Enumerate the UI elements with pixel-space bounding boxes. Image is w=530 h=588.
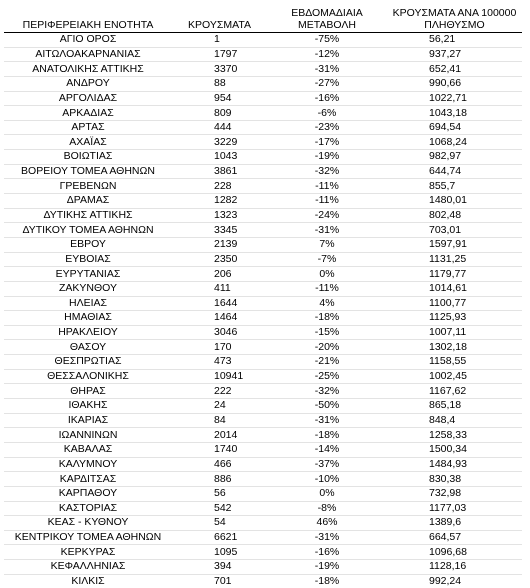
header-per-100k: [387, 2, 522, 33]
weekly-change-cell: -16%: [267, 545, 387, 560]
cases-cell: 3370: [172, 62, 267, 77]
region-cell: ΑΓΙΟ ΟΡΟΣ: [4, 33, 172, 48]
weekly-change-cell: -19%: [267, 560, 387, 575]
per-100k-cell: 1177,03: [387, 501, 522, 516]
table-row: [4, 325, 522, 340]
per-100k-cell: 1131,25: [387, 252, 522, 267]
region-cell: ΚΕΡΚΥΡΑΣ: [4, 545, 172, 560]
region-cell: ΕΥΡΥΤΑΝΙΑΣ: [4, 267, 172, 282]
region-cell: ΑΧΑΪΑΣ: [4, 135, 172, 150]
weekly-change-cell: -18%: [267, 428, 387, 443]
cases-cell: 542: [172, 501, 267, 516]
cases-cell: 228: [172, 179, 267, 194]
weekly-change-cell: -31%: [267, 530, 387, 545]
region-cell: ΔΥΤΙΚΟΥ ΤΟΜΕΑ ΑΘΗΝΩΝ: [4, 223, 172, 238]
region-cell: ΘΕΣΣΑΛΟΝΙΚΗΣ: [4, 369, 172, 384]
weekly-change-cell: -31%: [267, 413, 387, 428]
cases-cell: 1740: [172, 442, 267, 457]
weekly-change-cell: -31%: [267, 223, 387, 238]
table-row: [4, 135, 522, 150]
table-row: [4, 384, 522, 399]
per-100k-cell: 732,98: [387, 486, 522, 501]
region-cell: ΑΝΑΤΟΛΙΚΗΣ ΑΤΤΙΚΗΣ: [4, 62, 172, 77]
cases-cell: 809: [172, 106, 267, 121]
weekly-change-cell: -75%: [267, 33, 387, 48]
region-cell: ΘΕΣΠΡΩΤΙΑΣ: [4, 355, 172, 370]
region-cell: ΑΙΤΩΛΟΑΚΑΡΝΑΝΙΑΣ: [4, 47, 172, 62]
weekly-change-cell: -6%: [267, 106, 387, 121]
weekly-change-cell: 46%: [267, 516, 387, 531]
table-row: [4, 76, 522, 91]
table-row: [4, 560, 522, 575]
table-row: [4, 413, 522, 428]
cases-cell: 1464: [172, 311, 267, 326]
per-100k-cell: 1179,77: [387, 267, 522, 282]
cases-cell: 3229: [172, 135, 267, 150]
table-row: [4, 516, 522, 531]
weekly-change-cell: -32%: [267, 384, 387, 399]
table-row: [4, 486, 522, 501]
per-100k-cell: 1302,18: [387, 340, 522, 355]
region-cell: ΗΜΑΘΙΑΣ: [4, 311, 172, 326]
table-row: [4, 399, 522, 414]
region-cell: ΗΡΑΚΛΕΙΟΥ: [4, 325, 172, 340]
weekly-change-cell: -27%: [267, 76, 387, 91]
weekly-change-cell: -25%: [267, 369, 387, 384]
region-cell: ΓΡΕΒΕΝΩΝ: [4, 179, 172, 194]
per-100k-cell: 1096,68: [387, 545, 522, 560]
weekly-change-cell: -23%: [267, 120, 387, 135]
weekly-change-cell: -7%: [267, 252, 387, 267]
per-100k-cell: 644,74: [387, 164, 522, 179]
region-cell: ΚΑΒΑΛΑΣ: [4, 442, 172, 457]
table-row: [4, 179, 522, 194]
per-100k-cell: 855,7: [387, 179, 522, 194]
region-cell: ΚΑΣΤΟΡΙΑΣ: [4, 501, 172, 516]
header-row: [4, 2, 522, 33]
table-row: [4, 457, 522, 472]
per-100k-cell: 1022,71: [387, 91, 522, 106]
per-100k-cell: 1007,11: [387, 325, 522, 340]
weekly-change-cell: -50%: [267, 399, 387, 414]
per-100k-cell: 1258,33: [387, 428, 522, 443]
table-row: [4, 150, 522, 165]
weekly-change-cell: -20%: [267, 340, 387, 355]
per-100k-cell: 1100,77: [387, 296, 522, 311]
table-row: [4, 208, 522, 223]
per-100k-cell: 848,4: [387, 413, 522, 428]
header-weekly-change: [267, 2, 387, 33]
weekly-change-cell: 0%: [267, 267, 387, 282]
table-row: [4, 442, 522, 457]
weekly-change-cell: 7%: [267, 237, 387, 252]
region-cell: ΙΩΑΝΝΙΝΩΝ: [4, 428, 172, 443]
table-header: [4, 2, 522, 33]
weekly-change-cell: -11%: [267, 194, 387, 209]
region-cell: ΘΗΡΑΣ: [4, 384, 172, 399]
cases-cell: 1797: [172, 47, 267, 62]
per-100k-cell: 703,01: [387, 223, 522, 238]
per-100k-cell: 1158,55: [387, 355, 522, 370]
region-cell: ΑΡΚΑΔΙΑΣ: [4, 106, 172, 121]
per-100k-cell: 1167,62: [387, 384, 522, 399]
table-row: [4, 574, 522, 588]
region-cell: ΚΕΦΑΛΛΗΝΙΑΣ: [4, 560, 172, 575]
weekly-change-cell: 4%: [267, 296, 387, 311]
table-row: [4, 164, 522, 179]
header-per-100k-line1: ΚΡΟΥΣΜΑΤΑ ΑΝΑ 100000: [393, 7, 517, 19]
table-row: [4, 252, 522, 267]
per-100k-cell: 1002,45: [387, 369, 522, 384]
cases-cell: 1644: [172, 296, 267, 311]
weekly-change-cell: -32%: [267, 164, 387, 179]
region-cell: ΚΑΛΥΜΝΟΥ: [4, 457, 172, 472]
header-weekly-change-line2: ΜΕΤΑΒΟΛΗ: [298, 19, 356, 31]
table-row: [4, 237, 522, 252]
table-row: [4, 281, 522, 296]
weekly-change-cell: -11%: [267, 179, 387, 194]
cases-cell: 24: [172, 399, 267, 414]
table-row: [4, 296, 522, 311]
table-row: [4, 267, 522, 282]
per-100k-cell: 1500,34: [387, 442, 522, 457]
cases-cell: 954: [172, 91, 267, 106]
weekly-change-cell: -10%: [267, 472, 387, 487]
region-cell: ΚΕΑΣ - ΚΥΘΝΟΥ: [4, 516, 172, 531]
region-cell: ΑΡΓΟΛΙΔΑΣ: [4, 91, 172, 106]
region-cell: ΕΥΒΟΙΑΣ: [4, 252, 172, 267]
weekly-change-cell: -17%: [267, 135, 387, 150]
per-100k-cell: 1484,93: [387, 457, 522, 472]
cases-cell: 10941: [172, 369, 267, 384]
table-row: [4, 62, 522, 77]
table-row: [4, 369, 522, 384]
table-row: [4, 501, 522, 516]
region-cell: ΑΝΔΡΟΥ: [4, 76, 172, 91]
cases-cell: 6621: [172, 530, 267, 545]
table-row: [4, 530, 522, 545]
cases-cell: 170: [172, 340, 267, 355]
per-100k-cell: 992,24: [387, 574, 522, 588]
weekly-change-cell: -37%: [267, 457, 387, 472]
weekly-change-cell: -15%: [267, 325, 387, 340]
region-cell: ΘΑΣΟΥ: [4, 340, 172, 355]
cases-cell: 1: [172, 33, 267, 48]
per-100k-cell: 1128,16: [387, 560, 522, 575]
weekly-change-cell: -31%: [267, 62, 387, 77]
header-cases: ΚΡΟΥΣΜΑΤΑ: [172, 2, 267, 33]
table-body: [4, 33, 522, 588]
table-row: [4, 355, 522, 370]
weekly-change-cell: -12%: [267, 47, 387, 62]
cases-cell: 466: [172, 457, 267, 472]
region-cell: ΑΡΤΑΣ: [4, 120, 172, 135]
per-100k-cell: 830,38: [387, 472, 522, 487]
cases-cell: 2139: [172, 237, 267, 252]
weekly-change-cell: -18%: [267, 574, 387, 588]
per-100k-cell: 652,41: [387, 62, 522, 77]
weekly-change-cell: -24%: [267, 208, 387, 223]
per-100k-cell: 56,21: [387, 33, 522, 48]
cases-cell: 701: [172, 574, 267, 588]
table-row: [4, 106, 522, 121]
region-cell: ΙΘΑΚΗΣ: [4, 399, 172, 414]
cases-cell: 3345: [172, 223, 267, 238]
cases-cell: 3046: [172, 325, 267, 340]
table-row: [4, 47, 522, 62]
per-100k-cell: 1068,24: [387, 135, 522, 150]
region-cell: ΚΕΝΤΡΙΚΟΥ ΤΟΜΕΑ ΑΘΗΝΩΝ: [4, 530, 172, 545]
region-cell: ΔΥΤΙΚΗΣ ΑΤΤΙΚΗΣ: [4, 208, 172, 223]
weekly-change-cell: -8%: [267, 501, 387, 516]
region-cell: ΖΑΚΥΝΘΟΥ: [4, 281, 172, 296]
region-cell: ΗΛΕΙΑΣ: [4, 296, 172, 311]
covid-cases-table: [4, 2, 522, 588]
cases-cell: 88: [172, 76, 267, 91]
weekly-change-cell: -18%: [267, 311, 387, 326]
region-cell: ΚΙΛΚΙΣ: [4, 574, 172, 588]
table-row: [4, 91, 522, 106]
table-row: [4, 428, 522, 443]
region-cell: ΕΒΡΟΥ: [4, 237, 172, 252]
per-100k-cell: 1014,61: [387, 281, 522, 296]
cases-cell: 1323: [172, 208, 267, 223]
table-row: [4, 472, 522, 487]
region-cell: ΒΟΡΕΙΟΥ ΤΟΜΕΑ ΑΘΗΝΩΝ: [4, 164, 172, 179]
region-cell: ΙΚΑΡΙΑΣ: [4, 413, 172, 428]
cases-cell: 2350: [172, 252, 267, 267]
per-100k-cell: 664,57: [387, 530, 522, 545]
table-row: [4, 194, 522, 209]
weekly-change-cell: -19%: [267, 150, 387, 165]
cases-cell: 2014: [172, 428, 267, 443]
cases-cell: 54: [172, 516, 267, 531]
per-100k-cell: 1043,18: [387, 106, 522, 121]
cases-cell: 411: [172, 281, 267, 296]
weekly-change-cell: -11%: [267, 281, 387, 296]
region-cell: ΔΡΑΜΑΣ: [4, 194, 172, 209]
header-region: ΠΕΡΙΦΕΡΕΙΑΚΗ ΕΝΟΤΗΤΑ: [4, 2, 172, 33]
cases-cell: 1282: [172, 194, 267, 209]
table-row: [4, 223, 522, 238]
cases-cell: 886: [172, 472, 267, 487]
region-cell: ΒΟΙΩΤΙΑΣ: [4, 150, 172, 165]
cases-cell: 56: [172, 486, 267, 501]
cases-cell: 473: [172, 355, 267, 370]
per-100k-cell: 982,97: [387, 150, 522, 165]
table-row: [4, 340, 522, 355]
cases-cell: 394: [172, 560, 267, 575]
cases-cell: 1095: [172, 545, 267, 560]
per-100k-cell: 802,48: [387, 208, 522, 223]
table-row: [4, 545, 522, 560]
cases-cell: 444: [172, 120, 267, 135]
per-100k-cell: 1389,6: [387, 516, 522, 531]
table-row: [4, 120, 522, 135]
per-100k-cell: 1597,91: [387, 237, 522, 252]
per-100k-cell: 1480,01: [387, 194, 522, 209]
region-cell: ΚΑΡΔΙΤΣΑΣ: [4, 472, 172, 487]
weekly-change-cell: -21%: [267, 355, 387, 370]
per-100k-cell: 937,27: [387, 47, 522, 62]
region-cell: ΚΑΡΠΑΘΟΥ: [4, 486, 172, 501]
header-weekly-change-line1: ΕΒΔΟΜΑΔΙΑΙΑ: [291, 7, 363, 19]
weekly-change-cell: 0%: [267, 486, 387, 501]
per-100k-cell: 1125,93: [387, 311, 522, 326]
table-row: [4, 311, 522, 326]
cases-cell: 1043: [172, 150, 267, 165]
per-100k-cell: 865,18: [387, 399, 522, 414]
weekly-change-cell: -14%: [267, 442, 387, 457]
per-100k-cell: 990,66: [387, 76, 522, 91]
cases-cell: 206: [172, 267, 267, 282]
table-row: [4, 33, 522, 48]
header-per-100k-line2: ΠΛΗΘΥΣΜΟ: [424, 19, 484, 31]
per-100k-cell: 694,54: [387, 120, 522, 135]
cases-cell: 3861: [172, 164, 267, 179]
cases-cell: 222: [172, 384, 267, 399]
cases-cell: 84: [172, 413, 267, 428]
weekly-change-cell: -16%: [267, 91, 387, 106]
